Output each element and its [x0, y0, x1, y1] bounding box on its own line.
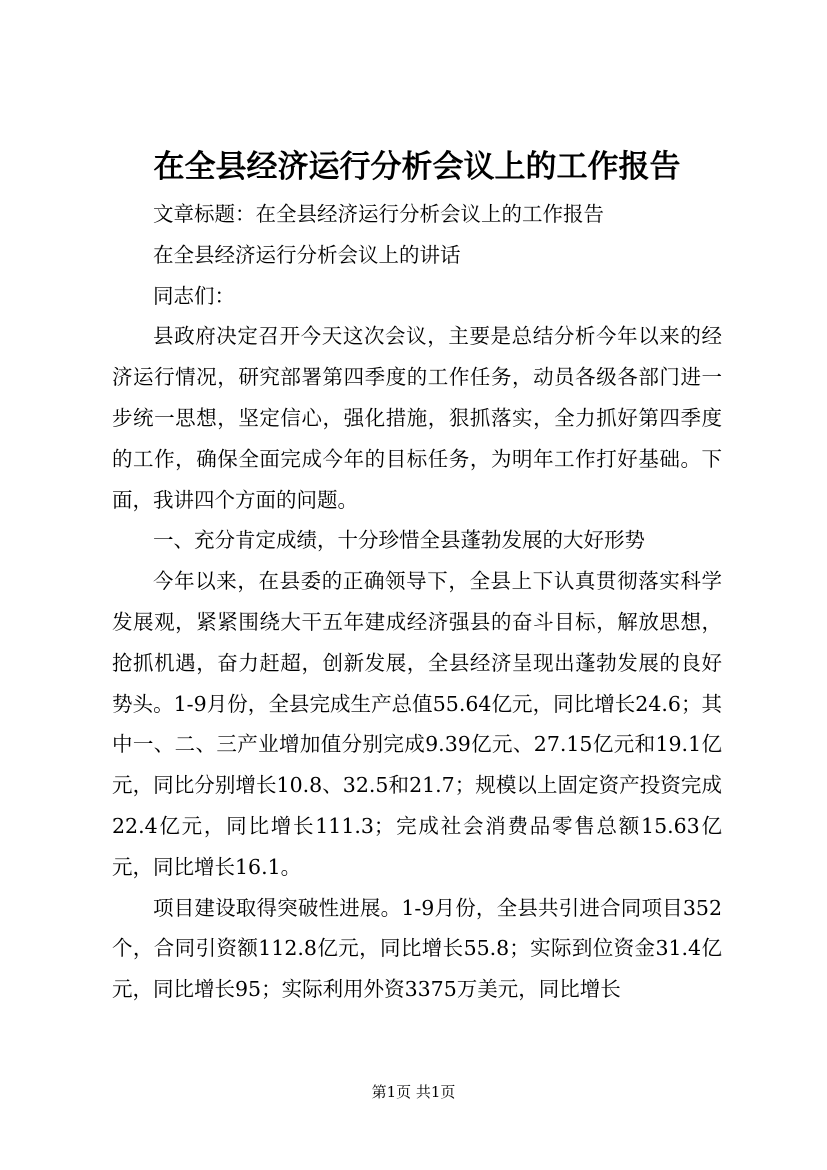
salutation: 同志们： — [153, 283, 235, 308]
page-footer: 第1页 共1页 — [371, 1083, 456, 1101]
section-heading-1: 一、充分肯定成绩，十分珍惜全县蓬勃发展的大好形势 — [153, 528, 645, 553]
article-title-line: 文章标题：在全县经济运行分析会议上的工作报告 — [153, 202, 604, 226]
document-title: 在全县经济运行分析会议上的工作报告 — [153, 149, 681, 185]
achievements-paragraph: 今年以来，在县委的正确领导下，全县上下认真贯彻落实科学发展观，紧紧围绕大干五年建成经济强县的奋斗目标，解放思想，抢抓机遇，奋力赶超，创新发展，全县经济呈现出蓬勃发展的良好势头。1-9月份，全县完成生产总值55.64亿元，同比增长24.6；其中一、二、三产业增加值分别完成9.39亿元、27.15亿元和19.1亿元，同比分别增长10.8、32.5和21.7；规模以上固定资产投资完成22.4亿元，同比增长111.3；完成社会消费品零售总额15.63亿元，同比增长16.1。 — [112, 569, 722, 879]
document-body — [112, 194, 722, 1010]
projects-paragraph: 项目建设取得突破性进展。1-9月份，全县共引进合同项目352个，合同引资额112.8亿元，同比增长55.8；实际到位资金31.4亿元，同比增长95；实际利用外资3375万美元，同比增长 — [112, 895, 722, 1002]
speech-title-line: 在全县经济运行分析会议上的讲话 — [153, 242, 461, 267]
intro-paragraph: 县政府决定召开今天这次会议，主要是总结分析今年以来的经济运行情况，研究部署第四季度的工作任务，动员各级各部门进一步统一思想，坚定信心，强化措施，狠抓落实，全力抓好第四季度的工作，确保全面完成今年的目标任务，为明年工作打好基础。下面，我讲四个方面的问题。 — [112, 324, 722, 512]
